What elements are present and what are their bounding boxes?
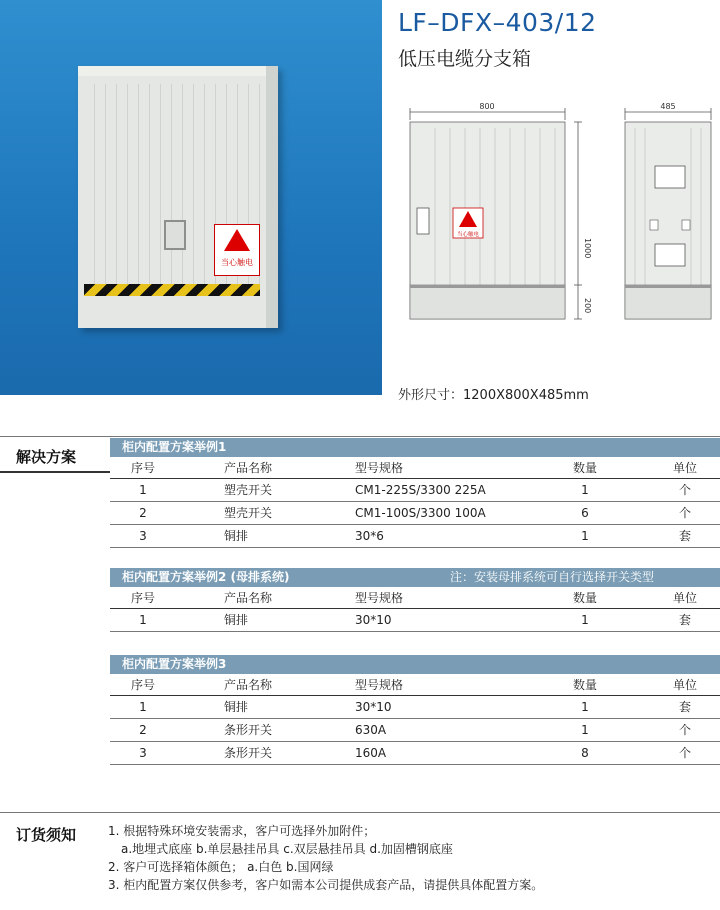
table-row: 3 铜排 30*6 1 套 [110, 525, 720, 548]
table-header-row: 序号 产品名称 型号规格 数量 单位 [110, 457, 720, 479]
table-row: 3 条形开关 160A 8 个 [110, 742, 720, 765]
dim-front-width: 800 [479, 102, 495, 111]
table-title: 柜内配置方案举例1 [110, 438, 720, 457]
vent-lower [655, 244, 685, 266]
dim-height-upper: 1000 [583, 238, 592, 259]
warning-sign [214, 224, 260, 276]
section-divider [0, 812, 720, 813]
solution-label: 解决方案 [16, 448, 77, 466]
cabinet-image [78, 66, 278, 328]
table-row: 1 塑壳开关 CM1-225S/3300 225A 1 个 [110, 479, 720, 502]
table-header-row: 序号 产品名称 型号规格 数量 单位 [110, 674, 720, 696]
technical-drawing [395, 98, 715, 363]
config-table-2 [110, 568, 720, 632]
drawing-warning-label: 当心触电 [456, 232, 480, 238]
hazard-stripe [84, 284, 260, 296]
product-name: 低压电缆分支箱 [398, 48, 532, 70]
order-notes [108, 822, 543, 894]
section-divider [0, 436, 720, 437]
vent-upper [655, 166, 685, 188]
table-row: 1 铜排 30*10 1 套 [110, 609, 720, 632]
table-row: 1 铜排 30*10 1 套 [110, 696, 720, 719]
product-photo [0, 0, 382, 395]
drawing-handle [417, 208, 429, 234]
table-title: 柜内配置方案举例2 (母排系统) 注：安装母排系统可自行选择开关类型 [110, 568, 720, 587]
order-note-line: 3. 柜内配置方案仅供参考，客户如需本公司提供成套产品，请提供具体配置方案。 [108, 878, 544, 892]
dimensions-text: 外形尺寸：1200X800X485mm [398, 388, 589, 403]
cabinet-handle [164, 220, 186, 250]
table-title: 柜内配置方案举例3 [110, 655, 720, 674]
dim-side-width: 485 [660, 102, 676, 111]
warning-icon [224, 229, 250, 251]
config-table-1 [110, 438, 720, 548]
dim-height-base: 200 [583, 298, 592, 314]
product-model: LF–DFX–403/12 [398, 8, 597, 37]
table-row: 2 塑壳开关 CM1-100S/3300 100A 6 个 [110, 502, 720, 525]
order-note-line: 1. 根据特殊环境安装需求，客户可选择外加附件； [108, 824, 376, 838]
table-note: 注：安装母排系统可自行选择开关类型 [450, 570, 655, 584]
order-label: 订货须知 [16, 826, 77, 844]
table-row: 2 条形开关 630A 1 个 [110, 719, 720, 742]
table-header-row: 序号 产品名称 型号规格 数量 单位 [110, 587, 720, 609]
warning-label: 当心触电 [221, 258, 253, 267]
order-note-line: a.地埋式底座 b.单层悬挂吊具 c.双层悬挂吊具 d.加固槽钢底座 [121, 842, 453, 856]
config-table-3 [110, 655, 720, 765]
order-note-line: 2. 客户可选择箱体颜色； a.白色 b.国网绿 [108, 860, 334, 874]
